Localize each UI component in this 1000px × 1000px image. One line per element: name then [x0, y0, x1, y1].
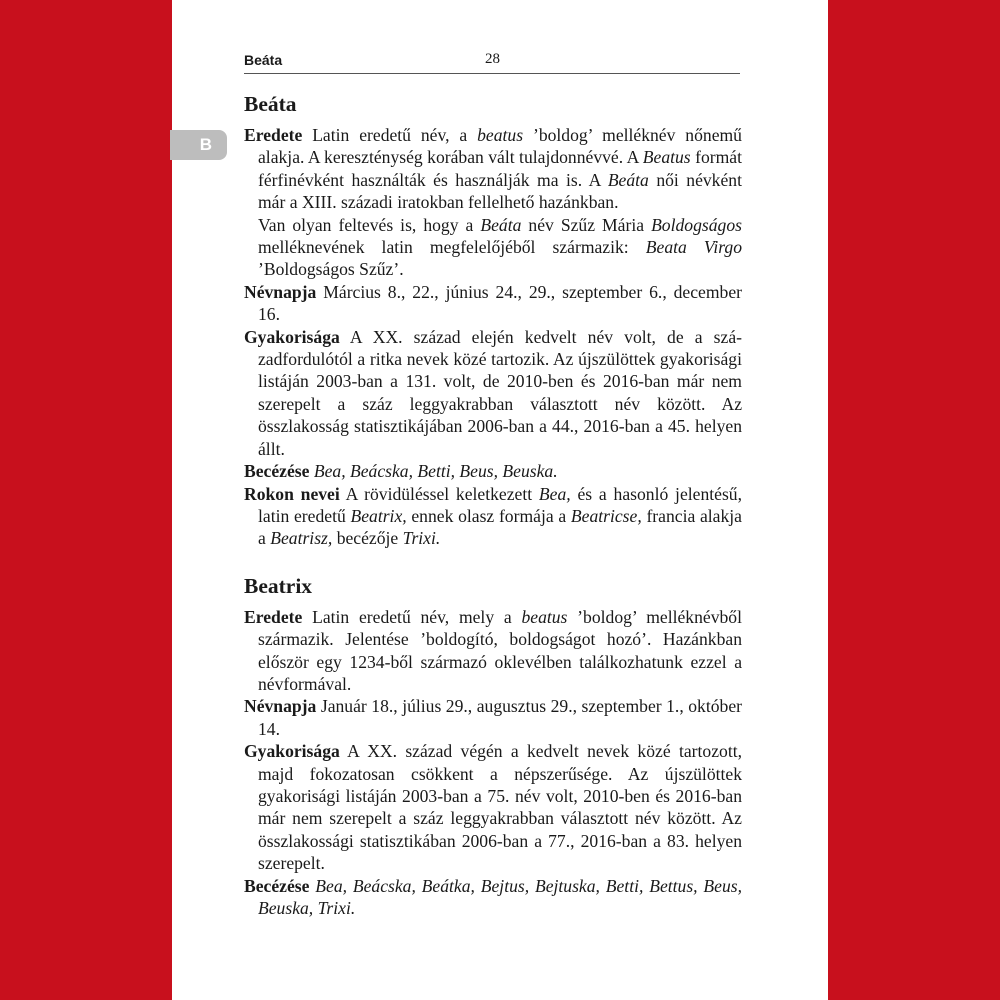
field-text: A XX. század elején kedvelt név volt, de a századfordulótól a ritka nevek közé tartozik. Az újszülöttek gyakorisági listáján 2003-ban a 131. volt, de 2010-ben és 2016-ban már nem szerepelt a száz leggyakrabban választott név között. Az összlakosság statisztikájában 2006-ban a 44., 2016-ban a 45. helyen állt.: [258, 326, 742, 459]
field-text: Bea, Beácska, Betti, Beus, Beuska.: [313, 461, 558, 482]
entry-field-becézése: [244, 875, 742, 920]
field-label: Becézése: [244, 461, 310, 482]
field-text: A rövidüléssel keletkezett Bea, és a hasonló jelentésű, latin eredetű Beatrix, ennek olasz formája a Beatricse, francia alakja a Beatrisz, becézője Trixi.: [258, 483, 742, 549]
field-label: Gyakorisága: [244, 741, 340, 762]
field-text: Január 18., július 29., augusztus 29., szeptember 1., október 14.: [258, 696, 742, 739]
field-label: Becézése: [244, 875, 310, 896]
dictionary-page: [172, 0, 828, 1000]
field-extra-text: Van olyan feltevés is, hogy a Beáta név Szűz Mária Boldogságos melléknevének latin megfelelőjéből származik: Beata Virgo ’Boldogságos Szűz’.: [258, 214, 742, 280]
letter-thumb-tab: B: [170, 130, 227, 160]
entry-field-névnapja: [244, 695, 742, 740]
field-label: Eredete: [244, 606, 303, 627]
field-label: Rokon nevei: [244, 483, 340, 504]
entry-field-rokon-nevei: [244, 483, 742, 550]
field-text: Bea, Beácska, Beátka, Bejtus, Bejtuska, Betti, Bettus, Beus, Beuska, Trixi.: [258, 875, 742, 918]
field-label: Eredete: [244, 125, 303, 145]
field-label: Gyakorisága: [244, 326, 340, 347]
dictionary-entry: [244, 90, 742, 550]
field-label: Névnapja: [244, 281, 317, 302]
field-label: Névnapja: [244, 696, 317, 717]
running-header: [244, 51, 740, 74]
entry-field-eredete: [244, 606, 742, 696]
entry-title: Beatrix: [244, 573, 313, 598]
field-text: Latin eredetű név, mely a beatus ’boldog’ melléknévből származik. Jelentése ’boldogító, boldogságot hozó’. Hazánkban először egy 1234-ből származó oklevélben találkozhatunk ezzel a névformával.: [258, 606, 742, 694]
entry-field-eredete: [244, 124, 742, 281]
page-number: 28: [485, 51, 500, 67]
entry-field-névnapja: [244, 281, 742, 326]
header-entry-name: Beáta: [244, 52, 283, 68]
entry-field-becézése: [244, 460, 742, 482]
field-text: Latin eredetű név, a beatus ’boldog’ melléknév nőnemű alakja. A kereszténység korában vált tulajdonnévvé. A Beatus formát férfinévként használták és használják ma is. A Beáta női névként már a XIII. századi iratokban fellelhető hazánkban.: [258, 125, 742, 213]
dictionary-entry: [244, 572, 742, 920]
entry-title: Beáta: [244, 92, 297, 116]
field-text: Március 8., 22., június 24., 29., szeptember 6., december 16.: [258, 281, 742, 325]
entry-field-gyakorisága: [244, 740, 742, 874]
entry-field-gyakorisága: [244, 326, 742, 460]
entries-container: [244, 90, 742, 919]
field-text: A XX. század végén a kedvelt nevek közé tartozott, majd fokozatosan csökkent a népszerűsége. Az újszülöttek gyakorisági listáján 2003-ban a 75. név volt, 2010-ben és 2016-ban már nem szerepelt a száz leggyakrabban választott név között. Az összlakossági statisztikában 2006-ban a 77., 2016-ban a 83. helyen szerepelt.: [258, 741, 742, 874]
